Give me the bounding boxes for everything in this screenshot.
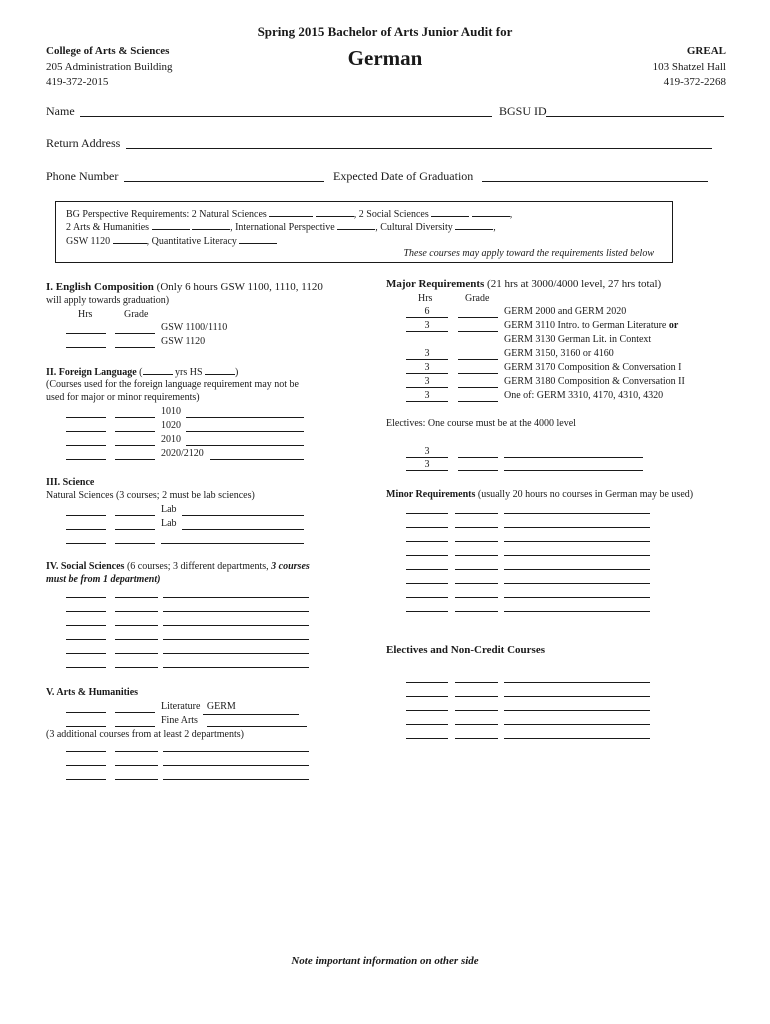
sec2-course-4: 2020/2120 <box>161 448 204 459</box>
major-hrs-value-7: 3 <box>424 390 430 401</box>
dept-phone: 419-372-2268 <box>663 76 726 88</box>
sec4-grade-6[interactable] <box>115 667 158 668</box>
minor-heading <box>386 488 693 502</box>
sec2-course-3: 2010 <box>161 434 181 445</box>
sec2-hrs-1[interactable] <box>66 417 106 418</box>
sec3-lab-1: Lab <box>161 504 177 515</box>
sec2-note-2: used for major or minor requirements) <box>46 392 200 403</box>
major-hrs-value-4: 3 <box>424 348 430 359</box>
name-label: Name <box>46 104 75 118</box>
sec5-extra-hrs-2[interactable] <box>66 765 106 766</box>
major-title: German <box>347 46 423 70</box>
sec5-note: (3 additional courses from at least 2 departments) <box>46 729 244 740</box>
major-electives-note: Electives: One course must be at the 4000 level <box>386 418 576 429</box>
sec5-extra-course-1[interactable] <box>163 751 309 752</box>
minor-course-6[interactable] <box>504 583 650 584</box>
sec4-course-2[interactable] <box>163 611 309 612</box>
bg-line-3 <box>66 233 277 249</box>
minor-course-5[interactable] <box>504 569 650 570</box>
major-hrs-value-6: 3 <box>424 376 430 387</box>
sec3-note: Natural Sciences (3 courses; 2 must be lab sciences) <box>46 490 255 501</box>
major-grade-7[interactable] <box>458 401 498 402</box>
bg-comma-2: , <box>493 222 496 233</box>
minor-course-2[interactable] <box>504 527 650 528</box>
minor-hrs-1[interactable] <box>406 513 448 514</box>
sec2-hrs-3[interactable] <box>66 445 106 446</box>
page-title: Spring 2015 Bachelor of Arts Junior Audit for <box>257 24 513 39</box>
sec2-course-blank-2[interactable] <box>186 431 304 432</box>
major-hrs-value-5: 3 <box>424 362 430 373</box>
sec4-grade-4[interactable] <box>115 639 158 640</box>
sec1-grade-2[interactable] <box>115 347 155 348</box>
sec4-hrs-1[interactable] <box>66 597 106 598</box>
minor-hrs-8[interactable] <box>406 611 448 612</box>
minor-hrs-6[interactable] <box>406 583 448 584</box>
major-course-7: One of: GERM 3310, 4170, 4310, 4320 <box>504 390 664 401</box>
minor-course-7[interactable] <box>504 597 650 598</box>
electives-course-5[interactable] <box>504 738 650 739</box>
sec3-course-blank-3[interactable] <box>161 543 304 544</box>
sec3-course-blank-2[interactable] <box>182 529 304 530</box>
electives-grade-2[interactable] <box>455 696 498 697</box>
major-grade-1[interactable] <box>458 317 498 318</box>
sec4-note-b: 3 courses <box>271 561 310 572</box>
college-name: College of Arts & Sciences <box>46 45 170 57</box>
minor-note: (usually 20 hours no courses in German may be used) <box>475 489 694 500</box>
minor-grade-6[interactable] <box>455 583 498 584</box>
phone-label: Phone Number <box>46 169 119 183</box>
major-elective-hrs-value-2: 3 <box>424 459 430 470</box>
major-grade-2[interactable] <box>458 331 498 332</box>
sec2-hs-blank[interactable] <box>205 364 235 375</box>
sec3-grade-3[interactable] <box>115 543 155 544</box>
minor-hrs-2[interactable] <box>406 527 448 528</box>
minor-grade-3[interactable] <box>455 541 498 542</box>
sec5-hrs-1[interactable] <box>66 712 106 713</box>
sec5-extra-course-3[interactable] <box>163 779 309 780</box>
sec2-grade-1[interactable] <box>115 417 155 418</box>
sec3-grade-1[interactable] <box>115 515 155 516</box>
sec2-course-1: 1010 <box>161 406 181 417</box>
major-heading <box>386 277 661 291</box>
sec4-course-6[interactable] <box>163 667 309 668</box>
sec3-lab-2: Lab <box>161 518 177 529</box>
electives-title: Electives and Non-Credit Courses <box>386 644 545 656</box>
sec4-title: IV. Social Sciences <box>46 561 125 572</box>
minor-title: Minor Requirements <box>386 489 476 500</box>
sec4-course-4[interactable] <box>163 639 309 640</box>
sec1-course-1: GSW 1100/1110 <box>161 322 228 333</box>
sec1-course-2: GSW 1120 <box>161 336 206 347</box>
major-hrs-value-2: 3 <box>424 320 430 331</box>
bg-note: These courses may apply toward the requirements listed below <box>403 248 654 259</box>
bg-quant-label: , Quantitative Literacy <box>146 236 237 247</box>
sec2-course-blank-3[interactable] <box>186 445 304 446</box>
sec4-hrs-4[interactable] <box>66 639 106 640</box>
sec4-grade-1[interactable] <box>115 597 158 598</box>
sec1-grade-1[interactable] <box>115 333 155 334</box>
sec3-grade-2[interactable] <box>115 529 155 530</box>
sec2-course-2: 1020 <box>161 420 181 431</box>
major-title-label: Major Requirements <box>386 278 485 290</box>
sec2-hrs-2[interactable] <box>66 431 106 432</box>
sec2-note-1: (Courses used for the foreign language requirement may not be <box>46 379 299 390</box>
major-elective-hrs-value-1: 3 <box>424 446 430 457</box>
electives-hrs-1[interactable] <box>406 682 448 683</box>
major-elective-course-1[interactable] <box>504 457 643 458</box>
bgsu-id-label: BGSU ID <box>499 104 547 118</box>
sec1-hrs-1[interactable] <box>66 333 106 334</box>
bg-diversity-blank[interactable] <box>455 219 493 230</box>
major-course-1: GERM 2000 and GERM 2020 <box>504 306 627 317</box>
sec4-course-1[interactable] <box>163 597 309 598</box>
phone-field[interactable] <box>124 181 324 182</box>
bgsu-id-field[interactable] <box>546 116 724 117</box>
sec5-extra-grade-2[interactable] <box>115 765 158 766</box>
college-phone: 419-372-2015 <box>46 76 109 88</box>
sec5-grade-1[interactable] <box>115 712 155 713</box>
bg-diversity-label: , Cultural Diversity <box>375 222 453 233</box>
sec5-fine-blank[interactable] <box>207 726 307 727</box>
electives-grade-5[interactable] <box>455 738 498 739</box>
minor-grade-4[interactable] <box>455 555 498 556</box>
sec5-extra-hrs-3[interactable] <box>66 779 106 780</box>
minor-grade-8[interactable] <box>455 611 498 612</box>
sec5-lit-label: Literature <box>161 701 201 712</box>
sec4-hrs-2[interactable] <box>66 611 106 612</box>
sec1-grade-header: Grade <box>124 309 149 320</box>
sec3-title: III. Science <box>46 477 95 488</box>
sec2-title: II. Foreign Language <box>46 367 137 378</box>
sec2-grade-4[interactable] <box>115 459 155 460</box>
sec1-heading <box>46 280 323 294</box>
bg-social-blank-2[interactable] <box>472 206 510 217</box>
major-elective-grade-2[interactable] <box>458 470 498 471</box>
name-field[interactable] <box>80 116 492 117</box>
sec2-course-blank-4[interactable] <box>210 459 304 460</box>
bg-gsw-blank[interactable] <box>113 233 147 244</box>
electives-grade-3[interactable] <box>455 710 498 711</box>
minor-hrs-4[interactable] <box>406 555 448 556</box>
sec4-note-a: (6 courses; 3 different departments, <box>124 561 272 572</box>
major-grade-4[interactable] <box>458 359 498 360</box>
sec5-extra-grade-3[interactable] <box>115 779 158 780</box>
sec5-lit-value[interactable]: GERM <box>203 700 299 715</box>
sec2-grade-3[interactable] <box>115 445 155 446</box>
minor-course-8[interactable] <box>504 611 650 612</box>
minor-course-4[interactable] <box>504 555 650 556</box>
return-address-label: Return Address <box>46 136 121 150</box>
sec1-note-2: will apply towards graduation) <box>46 295 170 306</box>
sec4-grade-3[interactable] <box>115 625 158 626</box>
sec4-hrs-6[interactable] <box>66 667 106 668</box>
bg-gsw-label: GSW 1120 <box>66 236 111 247</box>
bg-intl-label: , International Perspective <box>230 222 335 233</box>
bg-arts-blank-1[interactable] <box>152 219 190 230</box>
bg-natural-label: BG Perspective Requirements: 2 Natural Sciences <box>66 209 267 220</box>
electives-course-3[interactable] <box>504 710 650 711</box>
sec4-grade-5[interactable] <box>115 653 158 654</box>
electives-course-1[interactable] <box>504 682 650 683</box>
major-course-2: GERM 3110 Intro. to German Literature or <box>504 320 679 331</box>
electives-hrs-4[interactable] <box>406 724 448 725</box>
sec5-extra-course-2[interactable] <box>163 765 309 766</box>
sec1-hrs-2[interactable] <box>66 347 106 348</box>
sec4-grade-2[interactable] <box>115 611 158 612</box>
electives-course-2[interactable] <box>504 696 650 697</box>
minor-hrs-7[interactable] <box>406 597 448 598</box>
electives-hrs-2[interactable] <box>406 696 448 697</box>
sec2-yrs-blank[interactable] <box>143 364 173 375</box>
sec5-literature <box>161 700 299 715</box>
minor-course-1[interactable] <box>504 513 650 514</box>
grad-date-label: Expected Date of Graduation <box>333 169 474 183</box>
major-grade-header: Grade <box>465 293 490 304</box>
sec1-hrs-header: Hrs <box>78 309 93 320</box>
sec1-note-1: (Only 6 hours GSW 1100, 1110, 1120 <box>153 281 323 293</box>
sec3-hrs-2[interactable] <box>66 529 106 530</box>
sec5-title: V. Arts & Humanities <box>46 687 139 698</box>
bg-social-blank-1[interactable] <box>431 206 469 217</box>
minor-grade-1[interactable] <box>455 513 498 514</box>
sec3-hrs-3[interactable] <box>66 543 106 544</box>
sec4-hrs-5[interactable] <box>66 653 106 654</box>
electives-hrs-3[interactable] <box>406 710 448 711</box>
major-course-5: GERM 3170 Composition & Conversation I <box>504 362 682 373</box>
electives-grade-4[interactable] <box>455 724 498 725</box>
sec4-note-c: must be from 1 department) <box>46 574 161 585</box>
sec5-hrs-2[interactable] <box>66 726 106 727</box>
sec5-fine-arts: Fine Arts <box>161 715 198 726</box>
sec5-grade-2[interactable] <box>115 726 155 727</box>
bg-arts-blank-2[interactable] <box>192 219 230 230</box>
bg-quant-blank[interactable] <box>239 233 277 244</box>
major-note: (21 hrs at 3000/4000 level, 27 hrs total) <box>484 278 662 290</box>
sec2-hrs-4[interactable] <box>66 459 106 460</box>
sec4-course-3[interactable] <box>163 625 309 626</box>
major-hrs-header: Hrs <box>418 293 433 304</box>
minor-grade-2[interactable] <box>455 527 498 528</box>
major-course-6: GERM 3180 Composition & Conversation II <box>504 376 685 387</box>
sec3-hrs-1[interactable] <box>66 515 106 516</box>
minor-grade-7[interactable] <box>455 597 498 598</box>
college-building: 205 Administration Building <box>46 61 173 73</box>
bg-social-label: , 2 Social Sciences <box>353 209 429 220</box>
bg-comma: , <box>509 209 513 220</box>
footer-note: Note important information on other side <box>291 955 479 967</box>
electives-grade-1[interactable] <box>455 682 498 683</box>
sec5-extra-grade-1[interactable] <box>115 751 158 752</box>
major-elective-grade-1[interactable] <box>458 457 498 458</box>
minor-course-3[interactable] <box>504 541 650 542</box>
sec5-extra-hrs-1[interactable] <box>66 751 106 752</box>
bg-natural-blank-2[interactable] <box>316 206 354 217</box>
sec2-paren-open: ( <box>136 367 143 378</box>
dept-building: 103 Shatzel Hall <box>652 61 726 73</box>
major-course-3: GERM 3130 German Lit. in Context <box>504 334 652 345</box>
dept-name: GREAL <box>686 45 726 57</box>
major-hrs-value-1: 6 <box>424 306 430 317</box>
major-course-4: GERM 3150, 3160 or 4160 <box>504 348 614 359</box>
electives-hrs-5[interactable] <box>406 738 448 739</box>
minor-grade-5[interactable] <box>455 569 498 570</box>
bg-intl-blank[interactable] <box>337 219 375 230</box>
sec4-heading <box>46 560 310 574</box>
major-elective-course-2[interactable] <box>504 470 643 471</box>
sec2-paren-close: ) <box>235 367 239 378</box>
major-grade-6[interactable] <box>458 387 498 388</box>
bg-natural-blank-1[interactable] <box>269 206 313 217</box>
sec4-course-5[interactable] <box>163 653 309 654</box>
major-grade-5[interactable] <box>458 373 498 374</box>
sec2-grade-2[interactable] <box>115 431 155 432</box>
sec2-course-blank-1[interactable] <box>186 417 304 418</box>
major-or: or <box>668 320 679 331</box>
minor-hrs-5[interactable] <box>406 569 448 570</box>
grad-date-field[interactable] <box>482 181 708 182</box>
bg-arts-label: 2 Arts & Humanities <box>66 222 150 233</box>
sec1-title: I. English Composition <box>46 281 154 293</box>
sec3-course-blank-1[interactable] <box>182 515 304 516</box>
sec2-yrs-hs: yrs HS <box>172 367 206 378</box>
sec4-hrs-3[interactable] <box>66 625 106 626</box>
minor-hrs-3[interactable] <box>406 541 448 542</box>
electives-course-4[interactable] <box>504 724 650 725</box>
return-address-field[interactable] <box>126 148 712 149</box>
